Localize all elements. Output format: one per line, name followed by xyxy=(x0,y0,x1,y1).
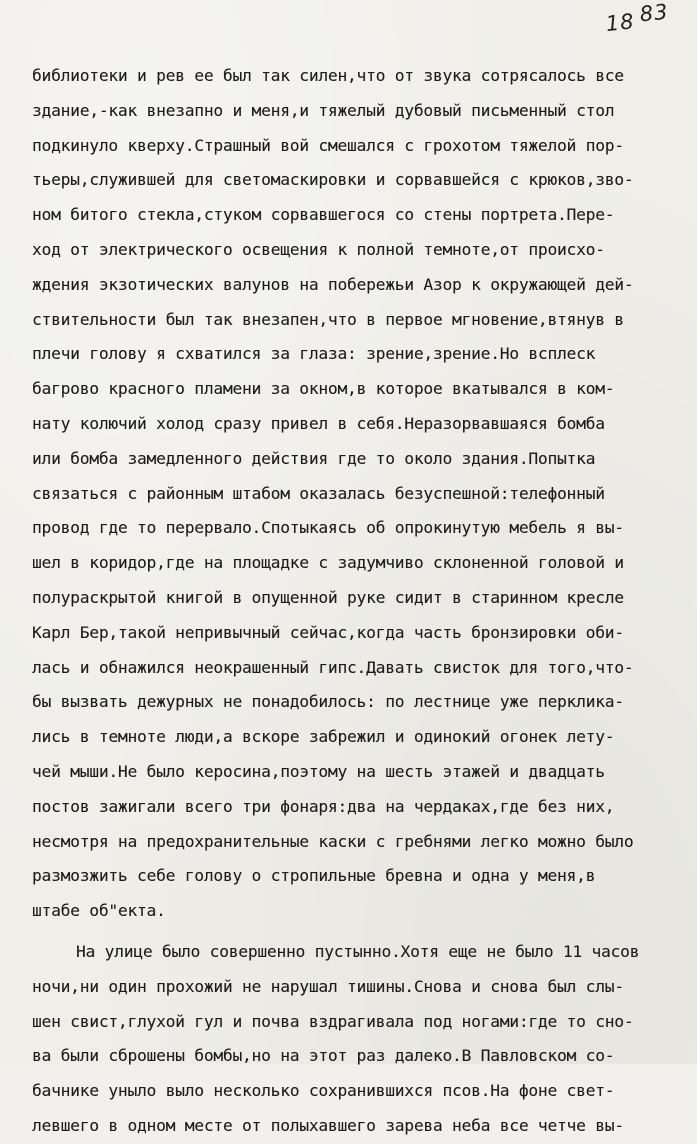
text-line: шел в коридор,где на площадке с задумчиво склоненной головой и xyxy=(32,553,624,573)
text-line: бачнике уныло выло несколько сохранившихся псов.На фоне свет- xyxy=(32,1081,615,1101)
page-number xyxy=(604,0,688,42)
body-text xyxy=(32,59,682,1144)
text-line: связаться с районным штабом оказалась безуспешной:телефонный xyxy=(32,483,605,503)
text-line: несмотря на предохранительные каски с гребнями легко можно было xyxy=(32,831,634,851)
text-line: плечи голову я схватился за глаза: зрение,зрение.Но всплеск xyxy=(32,344,596,364)
text-line: бы вызвать дежурных не понадобилось: по лестнице уже перклика- xyxy=(32,692,624,712)
text-line: ствительности был так внезапен,что в первое мгновение,втянув в xyxy=(32,309,624,329)
text-line: Карл Бер,такой непривычный сейчас,когда часть бронзировки оби- xyxy=(32,622,624,642)
text-line: или бомба замедленного действия где то около здания.Попытка xyxy=(32,448,596,468)
text-line: ном битого стекла,стуком сорвавшегося со стены портрета.Пере- xyxy=(32,205,615,225)
text-line: ход от электрического освещения к полной темноте,от происхо- xyxy=(32,239,605,259)
text-line: здание,-как внезапно и меня,и тяжелый дубовый письменный стол xyxy=(32,100,615,120)
page-number-primary: 18 xyxy=(604,9,636,37)
text-line: размозжить себе голову о стропильные бревна и одна у меня,в xyxy=(32,866,596,886)
text-line: ждения экзотических валунов на побережьи Азор к окружающей дей- xyxy=(32,274,634,294)
text-line: багрово красного пламени за окном,в которое вкатывался в ком- xyxy=(32,379,615,399)
text-line: нату колючий холод сразу привел в себя.Неразорвавшаяся бомба xyxy=(32,413,605,433)
paragraph-start-line: На улице было совершенно пустынно.Хотя еще не было 11 часов xyxy=(76,941,640,961)
page-number-secondary: 83 xyxy=(638,0,670,27)
text-line: шен свист,глухой гул и почва вздрагивала под ногами:где то сно- xyxy=(32,1011,634,1031)
text-line: лась и обнажился неокрашенный гипс.Давать свисток для того,что- xyxy=(32,657,634,677)
text-line: левшего в одном месте от полыхавшего зарева неба все четче вы- xyxy=(32,1115,624,1135)
text-line: лись в темноте люди,а вскоре забрежил и одинокий огонек лету- xyxy=(32,727,615,747)
text-line: постов зажигали всего три фонаря:два на чердаках,где без них, xyxy=(32,796,615,816)
text-line: полураскрытой книгой в опущенной руке сидит в старинном кресле xyxy=(32,587,624,607)
text-line: чей мыши.Не было керосина,поэтому на шесть этажей и двадцать xyxy=(32,761,605,781)
text-line: подкинуло кверху.Страшный вой смешался с грохотом тяжелой пор- xyxy=(32,135,624,155)
text-line: ночи,ни один прохожий не нарушал тишины.Снова и снова был слы- xyxy=(32,976,624,996)
text-line: ва были сброшены бомбы,но на этот раз далеко.В Павловском со- xyxy=(32,1046,615,1066)
text-line: штабе об"екта. xyxy=(32,901,166,921)
text-line: тьеры,служившей для светомаскировки и сорвавшейся с крюков,зво- xyxy=(32,170,634,190)
text-line: библиотеки и рев ее был так силен,что от звука сотрясалось все xyxy=(32,66,624,85)
text-line: провод где то перервало.Спотыкаясь об опрокинутую мебель я вы- xyxy=(32,518,624,538)
